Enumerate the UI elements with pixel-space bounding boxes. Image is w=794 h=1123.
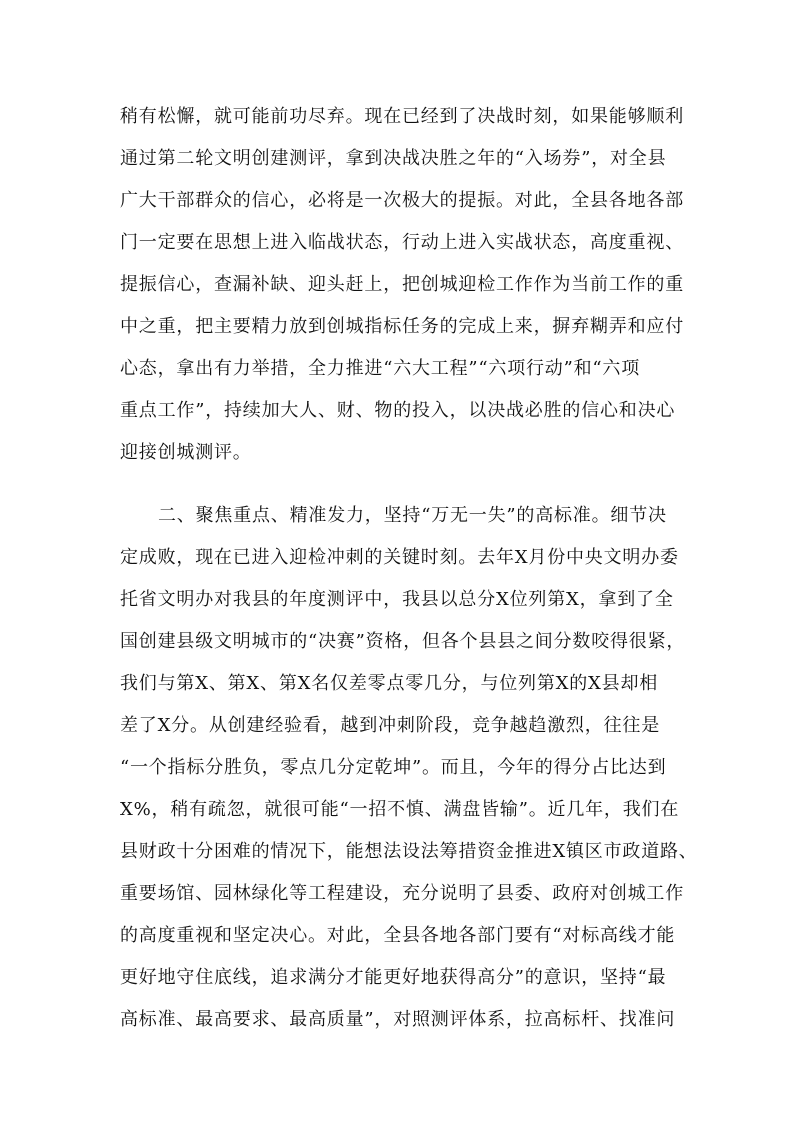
- text-line: 更好地守住底线，追求满分才能更好地获得高分”的意识，坚持“最: [120, 967, 667, 988]
- text-line: 国创建县级文明城市的“决赛”资格，但各个县县之间分数咬得很紧，: [120, 631, 686, 652]
- text-line: 高标准、最高要求、最高质量”，对照测评体系，拉高标杆、找准问: [120, 1009, 676, 1030]
- text-line: 县财政十分困难的情况下，能想法设法筹措资金推进X镇区市政道路、: [120, 841, 698, 862]
- text-line: 的高度重视和坚定决心。对此，全县各地各部门要有“对标高线才能: [120, 925, 676, 946]
- text-line: X%，稍有疏忽，就很可能“一招不慎、满盘皆输”。近几年，我们在: [120, 799, 680, 820]
- text-line: 门一定要在思想上进入临战状态，行动上进入实战状态，高度重视、: [120, 232, 684, 253]
- text-line: 我们与第X、第X、第X名仅差零点零几分，与位列第X的X县却相: [120, 673, 659, 694]
- text-line: 重点工作”，持续加大人、财、物的投入，以决战必胜的信心和决心: [120, 400, 676, 421]
- text-line: 通过第二轮文明创建测评，拿到决战决胜之年的“入场券”，对全县: [120, 148, 667, 169]
- text-line: 心态，拿出有力举措，全力推进“六大工程”“六项行动”和“六项: [120, 358, 641, 379]
- text-line: 定成败，现在已进入迎检冲刺的关键时刻。去年X月份中央文明办委: [120, 547, 679, 568]
- text-line: 托省文明办对我县的年度测评中，我县以总分X位列第X，拿到了全: [120, 589, 674, 610]
- text-line: 中之重，把主要精力放到创城指标任务的完成上来，摒弃糊弄和应付: [120, 316, 684, 337]
- text-line: 广大干部群众的信心，必将是一次极大的提振。对此，全县各地各部: [120, 190, 684, 211]
- text-line: 迎接创城测评。: [120, 442, 252, 463]
- text-line: 稍有松懈，就可能前功尽弃。现在已经到了决战时刻，如果能够顺利: [120, 106, 684, 127]
- text-line: 差了X分。从创建经验看，越到冲刺阶段，竞争越趋激烈，往往是: [120, 715, 661, 736]
- text-line: 二、聚焦重点、精准发力，坚持“万无一失”的高标准。细节决: [158, 505, 667, 526]
- text-line: “一个指标分胜负，零点几分定乾坤”。而且，今年的得分占比达到: [120, 757, 667, 778]
- text-line: 重要场馆、园林绿化等工程建设，充分说明了县委、政府对创城工作: [120, 883, 684, 904]
- text-line: 提振信心，查漏补缺、迎头赶上，把创城迎检工作作为当前工作的重: [120, 274, 684, 295]
